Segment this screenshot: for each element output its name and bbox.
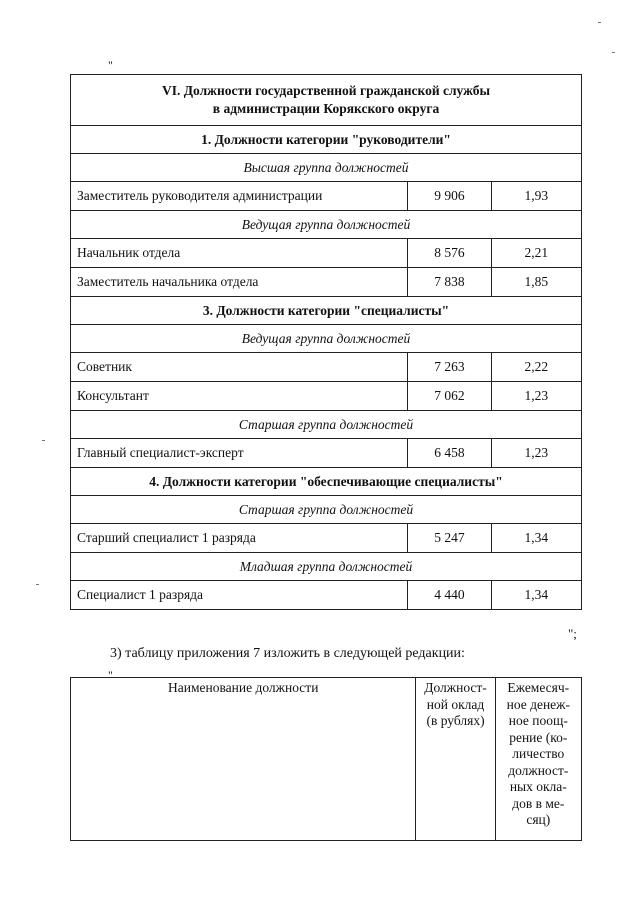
coefficient-value: 1,34 [491,581,581,610]
coefficient-value: 1,93 [491,182,581,211]
salary-value: 7 838 [408,268,491,297]
salary-value: 5 247 [408,524,491,553]
salary-value: 8 576 [408,239,491,268]
coefficient-value: 2,21 [491,239,581,268]
scan-speck [612,52,615,53]
header-bonus [495,678,581,841]
salary-value: 9 906 [408,182,491,211]
header-line: личество [512,746,565,761]
appendix-7-table-header [70,677,582,841]
category-heading: 3. Должности категории "специалисты" [71,297,582,325]
header-row [71,678,582,841]
table-row [71,239,582,268]
category-heading: 4. Должности категории "обеспечивающие специалисты" [71,468,582,496]
opening-quote-2: " [108,668,113,682]
position-name: Начальник отдела [71,239,408,268]
table-row [71,581,582,610]
table-row [71,353,582,382]
scan-speck [42,440,45,441]
position-name: Заместитель руководителя администрации [71,182,408,211]
salary-value: 4 440 [408,581,491,610]
header-line: сяц) [526,812,551,827]
header-line: (в рублях) [426,713,485,728]
salary-value: 7 062 [408,382,491,411]
category-heading: 1. Должности категории "руководители" [71,126,582,154]
coefficient-value: 1,23 [491,382,581,411]
group-row [71,496,582,524]
header-line: ное денеж- [506,696,571,712]
header-line: Должност- [424,680,487,695]
header-line: ное поощ- [508,713,568,728]
header-salary [416,678,495,841]
table-title [71,75,582,126]
group-heading: Младшая группа должностей [71,553,582,581]
coefficient-value: 1,34 [491,524,581,553]
closing-quote: "; [568,626,577,641]
header-line: ных окла- [509,779,567,794]
group-row [71,325,582,353]
positions-table [70,74,582,610]
group-row [71,211,582,239]
header-line: должност- [508,762,569,778]
category-row [71,297,582,325]
header-position-name: Наименование должности [71,678,416,841]
group-row [71,411,582,439]
group-heading: Старшая группа должностей [71,496,582,524]
table-row [71,524,582,553]
opening-quote: " [108,58,113,72]
category-row [71,126,582,154]
position-name: Консультант [71,382,408,411]
table-title-line2: в администрации Корякского округа [212,101,440,116]
category-row [71,468,582,496]
position-name: Специалист 1 разряда [71,581,408,610]
header-line: Ежемесяч- [507,680,570,695]
coefficient-value: 1,23 [491,439,581,468]
position-name: Главный специалист-эксперт [71,439,408,468]
table-title-row [71,75,582,126]
coefficient-value: 2,22 [491,353,581,382]
salary-value: 6 458 [408,439,491,468]
group-heading: Ведущая группа должностей [71,325,582,353]
scan-speck [36,584,39,585]
scan-speck [598,22,601,23]
table-row [71,182,582,211]
position-name: Заместитель начальника отдела [71,268,408,297]
header-line: ной оклад [426,696,485,712]
salary-value: 7 263 [408,353,491,382]
header-line: дов в ме- [512,795,565,811]
group-row [71,553,582,581]
header-line: рение (ко- [509,729,568,745]
group-heading: Высшая группа должностей [71,154,582,182]
position-name: Советник [71,353,408,382]
amendment-text: 3) таблицу приложения 7 изложить в следующей редакции: [110,646,465,661]
group-heading: Ведущая группа должностей [71,211,582,239]
table-row [71,268,582,297]
group-row [71,154,582,182]
position-name: Старший специалист 1 разряда [71,524,408,553]
table-row [71,382,582,411]
coefficient-value: 1,85 [491,268,581,297]
group-heading: Старшая группа должностей [71,411,582,439]
table-title-line1: VI. Должности государственной гражданской службы [161,83,491,98]
table-row [71,439,582,468]
